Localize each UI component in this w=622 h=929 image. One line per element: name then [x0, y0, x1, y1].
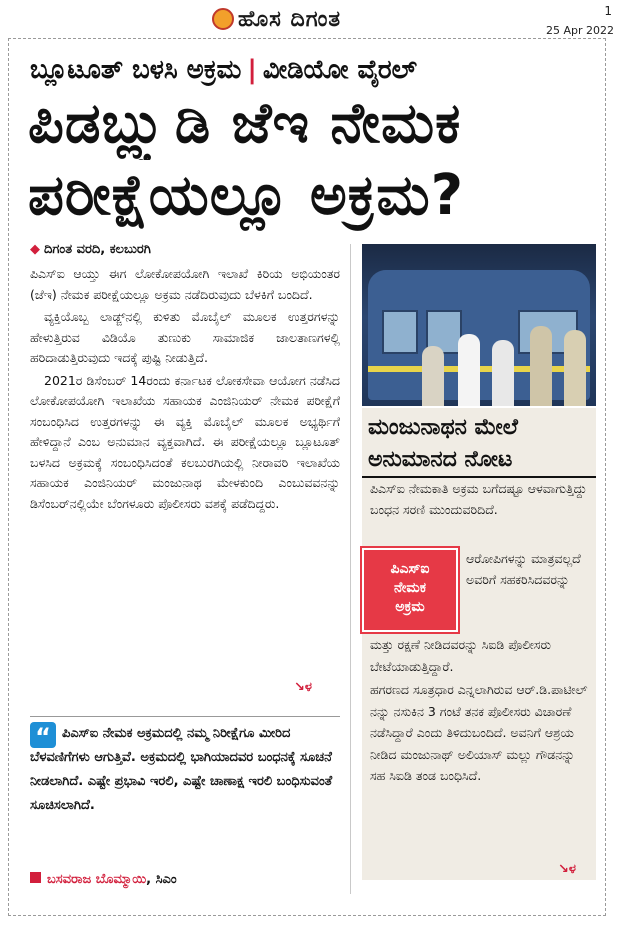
dateline-text: ದಿಗಂತ ವರದಿ, ಕಲಬುರಗಿ — [44, 242, 151, 257]
photo-window — [382, 310, 418, 354]
kicker-left: ಬ್ಲೂಟೂತ್ ಬಳಸಿ ಅಕ್ರಮ — [30, 55, 242, 85]
headline-line-2: ಪರೀಕ್ಷೆಯಲ್ಲೂ ಅಕ್ರಮ? — [28, 163, 465, 228]
article-paragraph: 2021ರ ಡಿಸೆಂಬರ್ 14ರಂದು ಕರ್ನಾಟಕ ಲೋಕಸೇವಾ ಆಯೋಗ ನಡೆಸಿದ ಲೋಕೋಪಯೋಗಿ ಇಲಾಖೆಯ ಸಹಾಯಕ ಎಂಜಿನಿಯರ್ ನೇಮಕ ಪರೀಕ್ಷೆಗೆ ಸಂಬಂಧಿಸಿದ ಉತ್ತರಗಳನ್ನು ಈ ವ್ಯಕ್ತಿ ಮೊಬೈಲ್ ಮೂಲಕ ಅಭ್ಯರ್ಥಿಗೆ ಹೇಳಿದ್ದಾನೆ ಎಂಬ ಅನುಮಾನ ವ್ಯಕ್ತವಾಗಿದೆ. ಈ ಪರೀಕ್ಷೆಯಲ್ಲೂ ಬ್ಲೂಟೂತ್ ಬಳಸಿದ ಅಕ್ರಮಕ್ಕೆ ಸಂಬಂಧಿಸಿದಂತೆ ಕಲಬುರಗಿಯಲ್ಲಿ ನೀರಾವರಿ ಇಲಾಖೆಯ ಸಹಾಯಕ ಎಂಜಿನಿಯರ್ ಮಂಜುನಾಥ ಮೇಳಕುಂದಿ ಎಂಬುವವನನ್ನು ಡಿಸೆಂಬರ್‌ನಲ್ಲಿಯೇ ಬೆಂಗಳೂರು ಪೊಲೀಸರು ವಶಕ್ಕೆ ಪಡೆದಿದ್ದರು. — [30, 372, 340, 511]
article-paragraph: ವ್ಯಕ್ತಿಯೊಬ್ಬ ಲಾಡ್ಜ್‌ನಲ್ಲಿ ಕುಳಿತು ಮೊಬೈಲ್ ಮೂಲಕ ಉತ್ತರಗಳನ್ನು ಹೇಳುತ್ತಿರುವ ವಿಡಿಯೊ ತುಣುಕು ಸಾಮಾಜಿಕ ಜಾಲತಾಣಗಳಲ್ಲಿ ಹರಿದಾಡುತ್ತಿರುವುದು ಇದಕ್ಕೆ ಪುಷ್ಟಿ ನೀಡುತ್ತಿದೆ. — [30, 309, 340, 365]
sidebar-heading-line-1: ಮಂಜುನಾಥನ ಮೇಲೆ — [368, 415, 518, 440]
sidebar-heading — [368, 412, 596, 476]
article-paragraph: ಪಿಎಸ್‌ಐ ಆಯ್ತು ಈಗ ಲೋಕೋಪಯೋಗಿ ಇಲಾಖೆ ಕಿರಿಯ ಅಭಿಯಂತರ (ಜೆಇ) ನೇಮಕ ಪರೀಕ್ಷೆಯಲ್ಲೂ ಅಕ್ರಮ ನಡೆದಿರುವುದು ಬೆಳಕಿಗೆ ಬಂದಿದೆ. — [30, 266, 340, 302]
photo-person — [422, 346, 444, 406]
badge-line-2: ನೇಮಕ — [394, 580, 426, 596]
quote-divider — [30, 716, 340, 717]
sidebar-heading-line-2: ಅನುಮಾನದ ನೋಟ — [368, 447, 513, 472]
author-name: ಬಸವರಾಜ ಬೊಮ್ಮಾಯಿ — [47, 872, 147, 887]
masthead — [0, 0, 622, 40]
photo-person — [530, 326, 552, 406]
sidebar-body — [370, 634, 592, 789]
photo-person — [458, 334, 480, 406]
headline-line-1: ಪಿಡಬ್ಲ್ಯುಡಿ ಜೆಇ ನೇಮಕ — [28, 91, 462, 156]
sidebar-intro-text: ಪಿಎಸ್‌ಐ ನೇಮಕಾತಿ ಅಕ್ರಮ ಬಗೆದಷ್ಟೂ ಆಳವಾಗುತ್ತಿದ್ದು ಬಂಧನ ಸರಣಿ ಮುಂದುವರಿದಿದೆ. — [370, 481, 587, 517]
sidebar-wrap-text: ಆರೋಪಿಗಳನ್ನು ಮಾತ್ರವಲ್ಲದೆ ಅವರಿಗೆ ಸಹಕರಿಸಿದವರನ್ನು — [466, 551, 581, 587]
sidebar-end-mark: ↘ಳ — [558, 862, 576, 877]
author-square-icon — [30, 872, 41, 883]
article-body — [30, 264, 340, 516]
sidebar-intro — [370, 478, 592, 522]
newspaper-logo — [212, 4, 341, 34]
headline — [28, 88, 594, 232]
news-photo — [362, 244, 596, 406]
author-role: , ಸಿಎಂ — [146, 872, 177, 887]
article-end-mark: ↘ಳ — [294, 680, 312, 695]
photo-person — [492, 340, 514, 406]
sidebar-paragraph: ಹಗರಣದ ಸೂತ್ರಧಾರ ಎನ್ನಲಾಗಿರುವ ಆರ್.ಡಿ.ಪಾಟೀಲ್ ನನ್ನು ನಸುಕಿನ 3 ಗಂಟೆ ತನಕ ಪೊಲೀಸರು ವಿಚಾರಣೆ ನಡೆಸಿದ್ದಾರೆ ಎಂದು ತಿಳಿದುಬಂದಿದೆ. ಅವನಿಗೆ ಆಶ್ರಯ ನೀಡಿದ ಮಂಜುನಾಥ್ ಅಲಿಯಾಸ್ ಮಲ್ಲು ಗೌಡನನ್ನು ಸಹ ಸಿಐಡಿ ತಂಡ ಬಂಧಿಸಿದೆ. — [370, 682, 588, 783]
dateline — [30, 242, 151, 257]
kicker-right: ವೀಡಿಯೋ ವೈರಲ್ — [262, 55, 417, 85]
logo-text: ಹೊಸ ದಿಗಂತ — [238, 6, 342, 32]
column-divider — [350, 244, 351, 894]
badge-line-3: ಅಕ್ರಮ — [395, 599, 425, 615]
photo-person — [564, 330, 586, 406]
badge-line-1: ಪಿಎಸ್‌ಐ — [390, 561, 430, 577]
topic-badge — [362, 548, 458, 632]
quote-text: ಪಿಎಸ್‌ಐ ನೇಮಕ ಅಕ್ರಮದಲ್ಲಿ ನಮ್ಮ ನಿರೀಕ್ಷೆಗೂ ಮೀರಿದ ಬೆಳವಣಿಗೆಗಳು ಆಗುತ್ತಿವೆ. ಅಕ್ರಮದಲ್ಲಿ ಭಾಗಿಯಾದವರ ಬಂಧನಕ್ಕೆ ಸೂಚನೆ ನೀಡಲಾಗಿದೆ. ಎಷ್ಟೇ ಪ್ರಭಾವಿ ಇರಲಿ, ಎಷ್ಟೇ ಚಾಣಾಕ್ಷ ಇರಲಿ ಬಂಧಿಸುವಂತೆ ಸೂಚಿಸಲಾಗಿದೆ. — [30, 726, 333, 813]
edition-date: 25 Apr 2022 — [545, 24, 614, 37]
kicker — [30, 50, 590, 90]
quote-icon: “ — [30, 722, 56, 748]
quote-author — [30, 872, 177, 887]
sidebar-paragraph: ಮತ್ತು ರಕ್ಷಣೆ ನೀಡಿದವರನ್ನು ಸಿಐಡಿ ಪೊಲೀಸರು ಬೇಟೆಯಾಡುತ್ತಿದ್ದಾರೆ. — [370, 637, 552, 674]
kicker-separator: | — [247, 55, 257, 85]
logo-sun-icon — [212, 8, 234, 30]
dateline-diamond-icon: ◆ — [30, 242, 40, 257]
page-number: 1 — [604, 4, 612, 18]
